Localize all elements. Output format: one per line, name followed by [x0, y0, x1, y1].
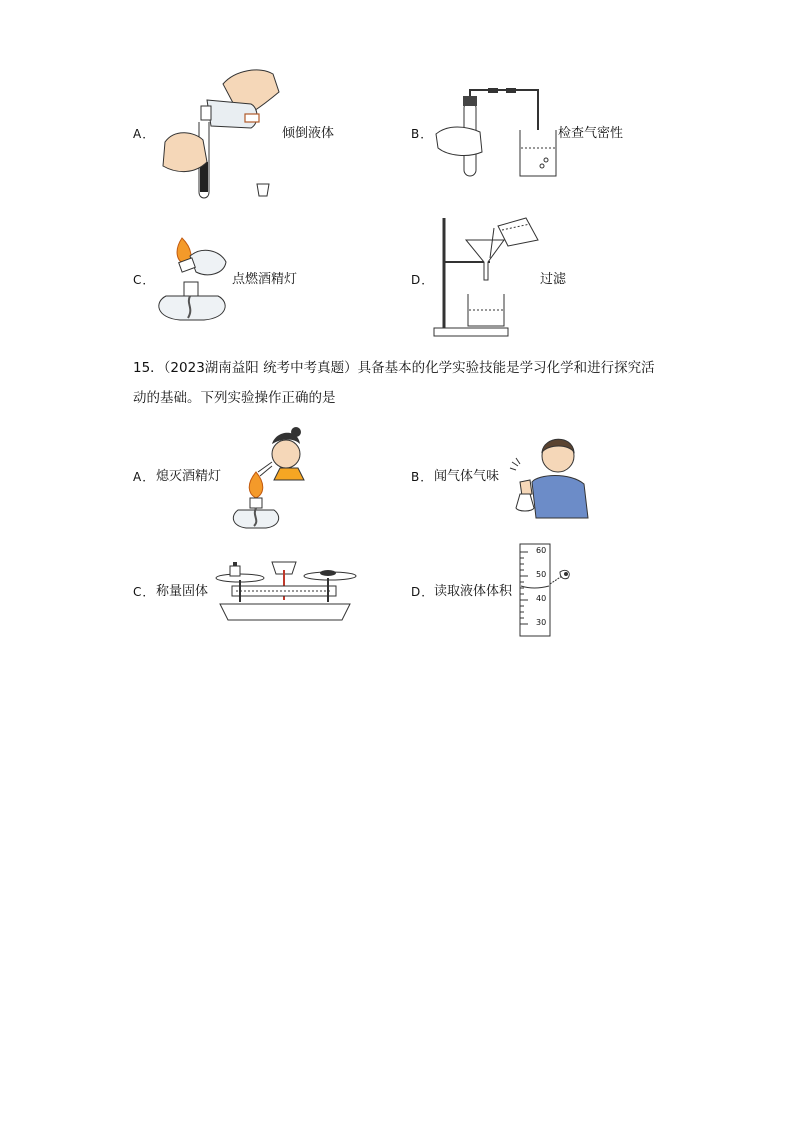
- airtightness-check-illustration: [434, 86, 564, 178]
- q14-option-d-letter: D．: [411, 273, 435, 287]
- q14-option-a-caption: 倾倒液体: [282, 126, 335, 141]
- q15-option-d-letter: D．: [411, 585, 435, 599]
- q15-option-b-letter: B．: [411, 470, 434, 484]
- cylinder-tick-30: 30: [536, 618, 547, 627]
- cylinder-tick-60: 60: [536, 546, 547, 555]
- pouring-liquid-illustration: [155, 62, 285, 202]
- q14-option-c-caption: 点燃酒精灯: [232, 272, 298, 287]
- q15-option-c-letter: C．: [133, 585, 156, 599]
- q15-option-a-caption: 熄灭酒精灯: [156, 469, 222, 484]
- filtration-illustration: [432, 214, 542, 338]
- q15-option-d-caption: 读取液体体积: [434, 584, 513, 599]
- q15-option-c-caption: 称量固体: [156, 584, 209, 599]
- blowing-out-lamp-illustration: [228, 422, 308, 530]
- smelling-gas-illustration: [508, 432, 592, 520]
- q15-stem-line-1: 15．（2023湖南益阳 统考中考真题）具备基本的化学实验技能是学习化学和进行探究活: [133, 360, 655, 376]
- q14-option-a-letter: A．: [133, 127, 156, 141]
- q14-option-d-caption: 过滤: [540, 272, 567, 287]
- lighting-alcohol-lamp-illustration: [150, 234, 236, 326]
- balance-scale-illustration: [210, 556, 360, 622]
- q14-option-b-letter: B．: [411, 127, 434, 141]
- q15-stem-line-2: 动的基础。下列实验操作正确的是: [133, 390, 336, 406]
- cylinder-tick-50: 50: [536, 570, 547, 579]
- q14-option-b-caption: 检查气密性: [558, 126, 624, 141]
- q15-option-a-letter: A．: [133, 470, 156, 484]
- q14-option-c-letter: C．: [133, 273, 156, 287]
- cylinder-tick-40: 40: [536, 594, 547, 603]
- q15-option-b-caption: 闻气体气味: [434, 469, 500, 484]
